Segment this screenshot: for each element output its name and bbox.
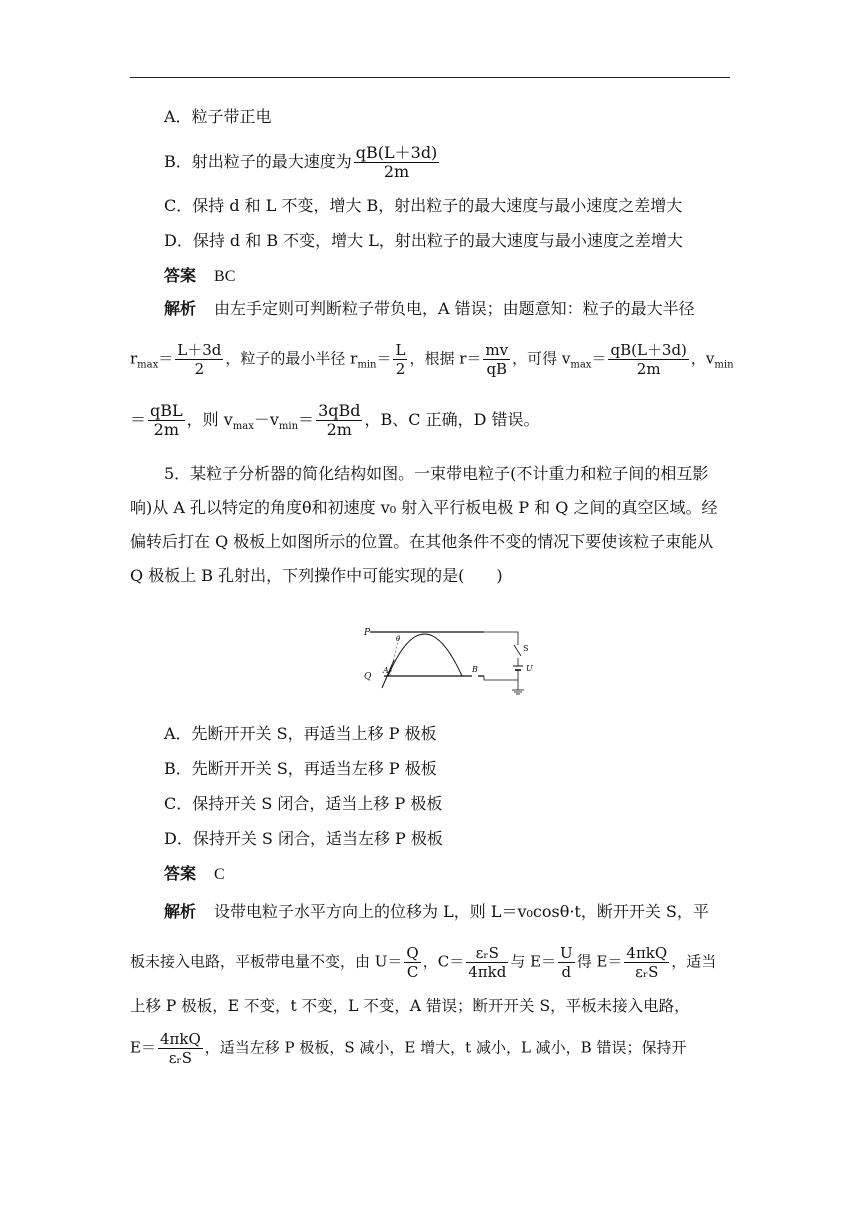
sub: max (570, 359, 592, 371)
label-s: S (523, 644, 529, 653)
frac-den: 2 (194, 360, 205, 378)
analysis-label: 解析 (164, 902, 197, 921)
frac-den: 4πkd (468, 963, 507, 981)
analysis-text: 由左手定则可判断粒子带负电，A 错误；由题意知：粒子的最大半径 (214, 299, 695, 318)
answer-value: BC (214, 268, 236, 285)
frac-den: 2m (636, 360, 661, 378)
sym: ＝ (376, 349, 392, 368)
q5-analysis-line-1 (164, 902, 709, 922)
text: ，适当左移 P 极板，S 减小，E 增大，t 减小，L 减小，B 错误；保持开 (204, 1038, 687, 1057)
frac-num: qBL (150, 401, 183, 420)
text: ，v (690, 349, 715, 368)
switch-s (514, 645, 521, 656)
frac-num: Q (406, 944, 419, 962)
frac-num: 4πkQ (159, 1030, 201, 1048)
analysis-label: 解析 (164, 299, 197, 318)
sub: min (278, 421, 299, 433)
frac-num: qB(L＋3d) (610, 341, 687, 359)
wire-top (484, 632, 518, 645)
text: ，B、C 正确，D 错误。 (364, 410, 540, 429)
sym: r (130, 349, 138, 368)
frac-den: qB (486, 360, 508, 378)
frac-den: 2m (383, 162, 410, 181)
text: 板未接入电路，平板带电量不变，由 U＝ (130, 952, 403, 971)
fraction (316, 402, 362, 439)
frac-num: 3qBd (318, 401, 361, 420)
label-q: Q (364, 672, 372, 682)
q5-option-b: B．先断开开关 S，再适当左移 P 极板 (164, 759, 437, 778)
fraction (175, 341, 223, 378)
answer-label: 答案 (164, 266, 197, 285)
q5-analysis-line-4 (130, 1030, 686, 1067)
analysis-text: 设带电粒子水平方向上的位移为 L，则 L＝v₀cosθ·t，断开开关 S，平 (214, 902, 709, 921)
label-p: P (364, 628, 371, 638)
analysis-line-1 (164, 299, 695, 319)
label-b: B (472, 665, 478, 674)
sym: ＝ (158, 349, 174, 368)
fraction (483, 341, 510, 378)
frac-num: qB(L＋3d) (355, 143, 438, 162)
fraction (404, 944, 420, 981)
frac-num: L (395, 341, 406, 359)
frac-den: 2m (153, 420, 179, 439)
answer-value: C (214, 866, 225, 883)
label-a: A (383, 666, 389, 675)
q5-analysis-line-2 (130, 944, 716, 981)
fraction (393, 341, 407, 378)
header-rule (130, 77, 730, 78)
sym: ＝ (130, 410, 147, 429)
text: ，可得 v (512, 349, 571, 368)
frac-den: 2 (395, 360, 406, 378)
particle-analyzer-figure (358, 620, 538, 700)
text: 与 E＝ (510, 952, 557, 971)
wire-q (484, 676, 518, 680)
fraction (624, 944, 669, 981)
text: 得 E＝ (576, 952, 623, 971)
sym: －v (253, 410, 279, 429)
sub: min (357, 359, 377, 371)
answer-row (164, 266, 235, 287)
question-5-stem: 5．某粒子分析器的简化结构如图。一束带电粒子(不计重力和粒子间的相互影响)从 A 孔以特定的角度θ和初速度 v₀ 射入平行板电极 P 和 Q 之间的真空区域。经偏转后打在 Q 极板上如图所示的位置。在其他条件不变的情况下要使该粒子束能从 Q 极板上 B 孔射出，下列操作中可能实现的是( ) (130, 464, 718, 585)
sub: min (714, 359, 734, 371)
frac-den: d (561, 963, 572, 981)
label-u: U (526, 664, 533, 673)
fraction (466, 944, 508, 981)
frac-num: U (560, 944, 573, 962)
q5-option-c: C．保持开关 S 闭合，适当上移 P 极板 (164, 794, 443, 813)
text: ，根据 r＝ (409, 349, 482, 368)
fraction (158, 1030, 203, 1067)
fraction-vmax (354, 144, 440, 181)
q5-answer-row (164, 864, 225, 885)
fraction (148, 402, 185, 439)
frac-num: L＋3d (177, 341, 222, 359)
option-d: D．保持 d 和 B 不变，增大 L，射出粒子的最大速度与最小速度之差增大 (164, 231, 683, 250)
text: ，则 v (186, 410, 233, 429)
option-a: A．粒子带正电 (164, 107, 272, 126)
analysis-line-3 (130, 402, 540, 439)
q5-option-a: A．先断开开关 S，再适当上移 P 极板 (164, 724, 437, 743)
option-c: C．保持 d 和 L 不变，增大 B，射出粒子的最大速度与最小速度之差增大 (164, 196, 683, 215)
text: ，C＝ (422, 952, 465, 971)
frac-num: εᵣS (466, 944, 508, 963)
frac-den: εᵣS (168, 1049, 192, 1067)
frac-den: εᵣS (635, 963, 659, 981)
label-theta: θ (396, 635, 401, 643)
text: E＝ (130, 1038, 156, 1057)
text: ，粒子的最小半径 r (225, 349, 358, 368)
analysis-line-2 (130, 341, 734, 378)
sub: max (137, 359, 159, 371)
fraction (608, 341, 688, 378)
frac-num: 4πkQ (626, 944, 668, 962)
q5-option-d: D．保持开关 S 闭合，适当左移 P 极板 (164, 829, 443, 848)
sym: ＝ (591, 349, 607, 368)
fraction (558, 944, 575, 981)
frac-num: mv (485, 341, 509, 359)
option-b-text: B．射出粒子的最大速度为 (164, 152, 352, 171)
sym: ＝ (298, 410, 315, 429)
q5-analysis-line-3: 上移 P 极板，E 不变，t 不变，L 不变，A 错误；断开开关 S，平板未接入电路， (130, 997, 690, 1015)
answer-label: 答案 (164, 864, 197, 883)
option-b (164, 144, 441, 181)
frac-den: C (406, 963, 419, 981)
text: ，适当 (671, 952, 717, 971)
frac-den: 2m (326, 420, 352, 439)
sub: max (232, 421, 254, 433)
